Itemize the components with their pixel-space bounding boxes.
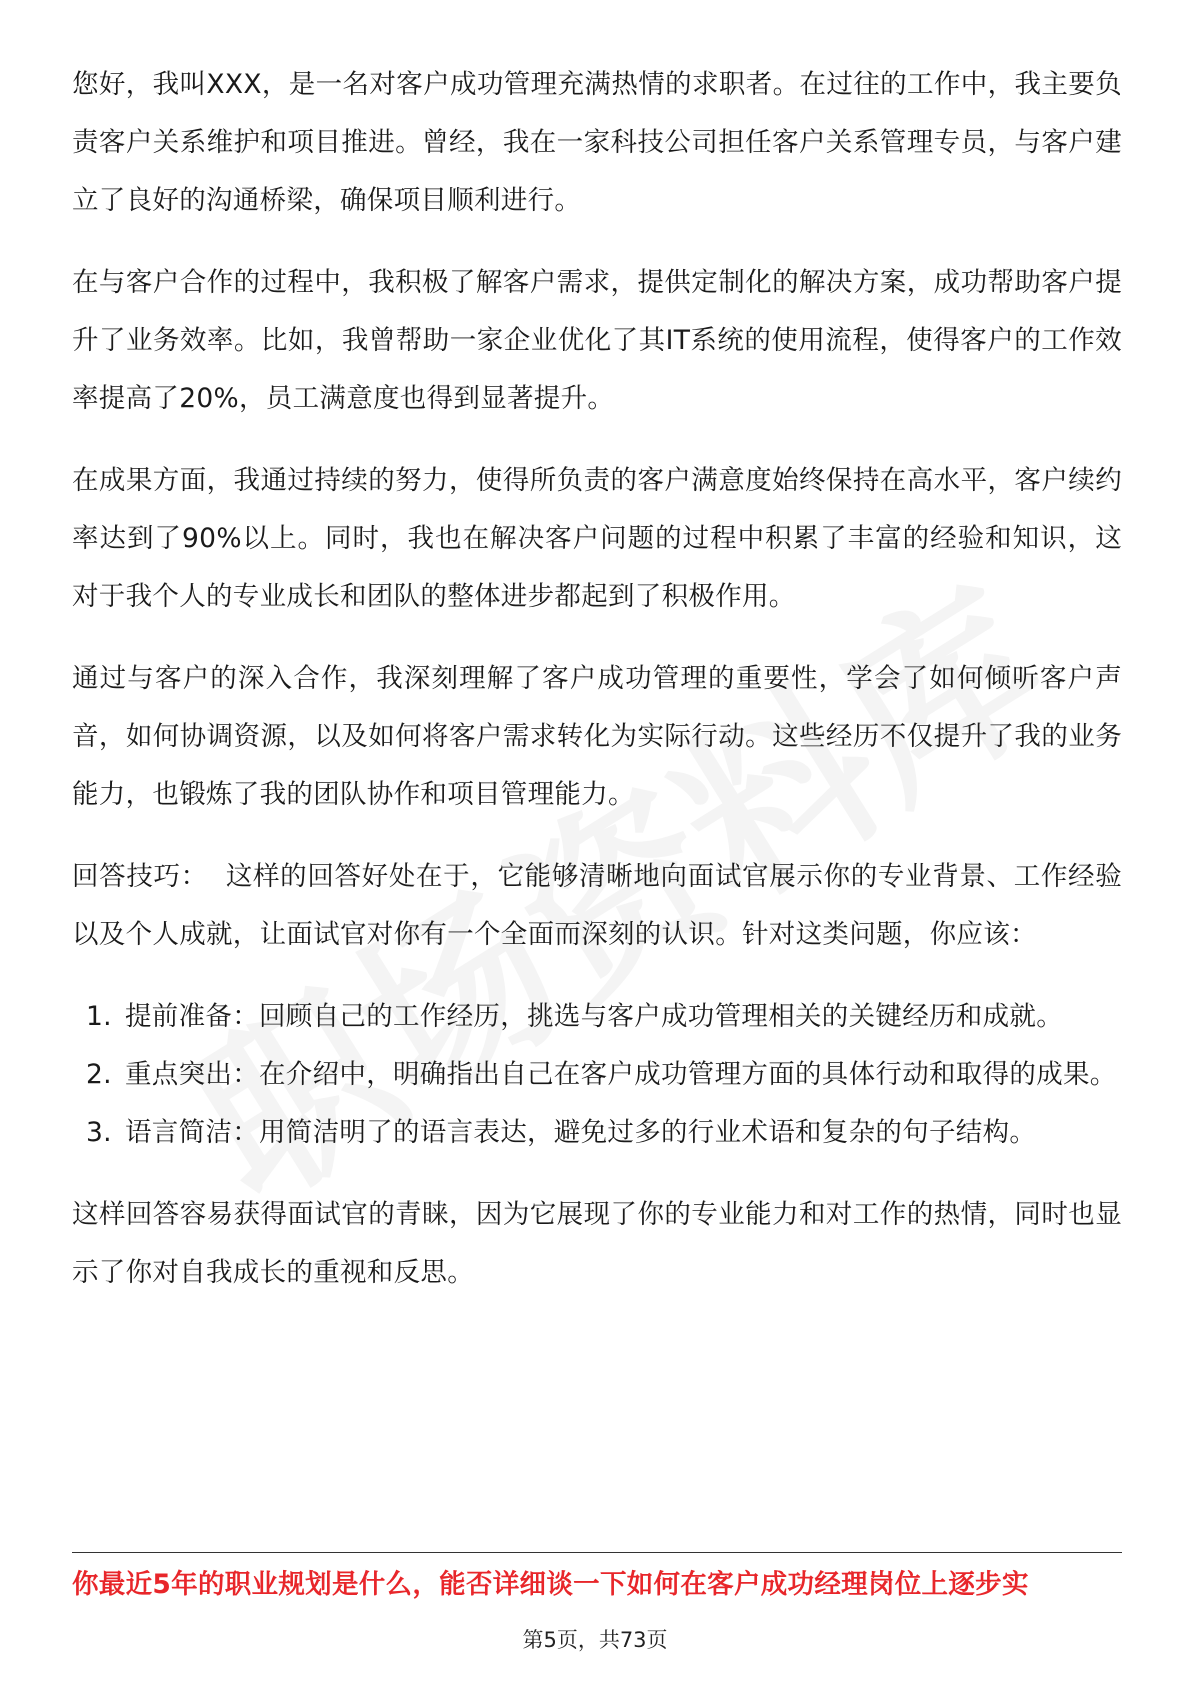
list-item-number: 2. — [86, 1059, 112, 1090]
list-item-text: 提前准备：回顾自己的工作经历，挑选与客户成功管理相关的关键经历和成就。 — [125, 1001, 1063, 1032]
list-item — [72, 1104, 1122, 1162]
paragraph-closing: 这样回答容易获得面试官的青睐，因为它展现了你的专业能力和对工作的热情，同时也显示了你对自我成长的重视和反思。 — [72, 1199, 1122, 1288]
list-item — [72, 1046, 1122, 1104]
paragraph-cooperation: 在与客户合作的过程中，我积极了解客户需求，提供定制化的解决方案，成功帮助客户提升了业务效率。比如，我曾帮助一家企业优化了其IT系统的使用流程，使得客户的工作效率提高了20%，员工满意度也得到显著提升。 — [72, 267, 1122, 414]
answer-tips — [72, 848, 1122, 964]
paragraph-achievements: 在成果方面，我通过持续的努力，使得所负责的客户满意度始终保持在高水平，客户续约率达到了90%以上。同时，我也在解决客户问题的过程中积累了丰富的经验和知识，这对于我个人的专业成长和团队的整体进步都起到了积极作用。 — [72, 465, 1122, 612]
list-item-text: 语言简洁：用简洁明了的语言表达，避免过多的行业术语和复杂的句子结构。 — [125, 1117, 1037, 1148]
paragraph-intro: 您好，我叫XXX，是一名对客户成功管理充满热情的求职者。在过往的工作中，我主要负责客户关系维护和项目推进。曾经，我在一家科技公司担任客户关系管理专员，与客户建立了良好的沟通桥梁，确保项目顺利进行。 — [72, 69, 1122, 216]
tip-list — [72, 988, 1122, 1162]
document-body — [72, 56, 1122, 1326]
list-item — [72, 988, 1122, 1046]
paragraph-lessons: 通过与客户的深入合作，我深刻理解了客户成功管理的重要性，学会了如何倾听客户声音，如何协调资源，以及如何将客户需求转化为实际行动。这些经历不仅提升了我的业务能力，也锻炼了我的团队协作和项目管理能力。 — [72, 663, 1122, 810]
answer-tips-label: 回答技巧： — [72, 861, 208, 892]
answer-tips-text: 这样的回答好处在于，它能够清晰地向面试官展示你的专业背景、工作经验以及个人成就，让面试官对你有一个全面而深刻的认识。针对这类问题，你应该： — [72, 861, 1122, 950]
section-divider — [72, 1552, 1122, 1553]
next-question-heading: 你最近5年的职业规划是什么，能否详细谈一下如何在客户成功经理岗位上逐步实 — [72, 1569, 1029, 1600]
list-item-text: 重点突出：在介绍中，明确指出自己在客户成功管理方面的具体行动和取得的成果。 — [125, 1059, 1117, 1090]
list-item-number: 3. — [86, 1117, 112, 1148]
page-number: 第5页，共73页 — [522, 1628, 668, 1652]
list-item-number: 1. — [86, 1001, 112, 1032]
